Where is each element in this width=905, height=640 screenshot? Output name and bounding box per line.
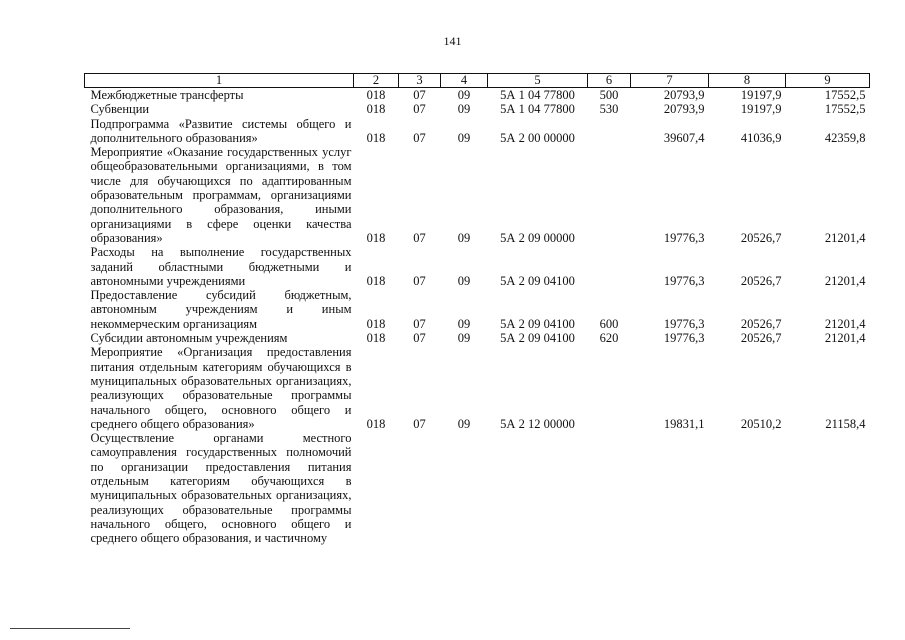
row-name: Осуществление органами местного самоуправления государственных полномочий по организации предоставления питания отдельным категориям обучающихся в муниципальных образовательных организациях, реализующих образовательные программы начального общего, основного общего и среднего общего образования, и частичному xyxy=(90,431,352,546)
row-amount-2: 20526,7 xyxy=(740,316,782,331)
row-amount-3: 17552,5 xyxy=(824,102,866,117)
table-row xyxy=(85,331,870,345)
row-name: Межбюджетные трансферты xyxy=(90,88,244,102)
row-amount-2: 20510,2 xyxy=(740,416,782,431)
row-target-code: 5А 2 09 04100 xyxy=(500,331,575,346)
header-cell: 2 xyxy=(354,74,399,88)
row-name: Подпрограмма «Развитие системы общего и дополнительного образования» xyxy=(90,116,352,145)
table-row xyxy=(85,145,870,245)
header-cell: 4 xyxy=(441,74,488,88)
table-header xyxy=(85,74,870,88)
row-amount-3: 21201,4 xyxy=(824,273,866,288)
table-row xyxy=(85,245,870,288)
row-name: Субсидии автономным учреждениям xyxy=(90,331,288,346)
row-section: 07 xyxy=(413,230,426,245)
row-amount-3: 21201,4 xyxy=(824,230,866,245)
row-subsection: 09 xyxy=(457,416,471,431)
row-amount-1: 20793,9 xyxy=(663,102,705,117)
row-amount-1: 19776,3 xyxy=(663,273,705,288)
table-row xyxy=(85,288,870,331)
row-expense-type: 600 xyxy=(599,316,619,331)
row-ministry: 018 xyxy=(366,88,386,102)
row-expense-type xyxy=(588,245,631,288)
row-target-code: 5А 2 09 00000 xyxy=(500,230,575,245)
row-ministry: 018 xyxy=(366,331,386,346)
row-ministry xyxy=(354,431,399,545)
header-cell: 9 xyxy=(786,74,870,88)
row-expense-type xyxy=(588,345,631,431)
row-name: Расходы на выполнение государственных заданий областными бюджетными и автономными учреждениями xyxy=(90,245,352,288)
table-row xyxy=(85,88,870,103)
row-amount-2: 41036,9 xyxy=(740,130,782,145)
row-section xyxy=(399,431,441,545)
row-amount-1: 19776,3 xyxy=(663,316,705,331)
row-amount-2: 20526,7 xyxy=(740,273,782,288)
header-cell: 3 xyxy=(399,74,441,88)
row-subsection: 09 xyxy=(457,331,471,346)
row-expense-type xyxy=(588,145,631,245)
row-ministry: 018 xyxy=(366,130,386,145)
row-expense-type: 500 xyxy=(599,88,619,102)
header-cell: 1 xyxy=(85,74,354,88)
row-target-code: 5А 2 00 00000 xyxy=(500,130,575,145)
table-body xyxy=(85,88,870,546)
row-amount-1: 19776,3 xyxy=(663,331,705,346)
row-subsection: 09 xyxy=(457,88,471,102)
row-target-code: 5А 2 09 04100 xyxy=(500,273,575,288)
row-amount-3: 17552,5 xyxy=(824,88,866,102)
row-amount-2: 20526,7 xyxy=(740,331,782,346)
row-expense-type xyxy=(588,431,631,545)
budget-table xyxy=(84,73,870,546)
row-target-code xyxy=(488,431,588,545)
header-cell: 6 xyxy=(588,74,631,88)
row-amount-2: 19197,9 xyxy=(740,102,782,117)
row-ministry: 018 xyxy=(366,316,386,331)
row-ministry: 018 xyxy=(366,230,386,245)
row-ministry: 018 xyxy=(366,102,386,117)
row-subsection: 09 xyxy=(457,316,471,331)
footer-rule xyxy=(10,628,130,629)
row-section: 07 xyxy=(413,102,426,117)
row-amount-3: 42359,8 xyxy=(824,130,866,145)
row-subsection: 09 xyxy=(457,230,471,245)
header-cell: 5 xyxy=(488,74,588,88)
row-expense-type: 530 xyxy=(599,102,619,117)
row-amount-3: 21201,4 xyxy=(824,331,866,346)
row-target-code: 5А 1 04 77800 xyxy=(500,102,575,117)
row-section: 07 xyxy=(413,273,426,288)
row-amount-1: 19831,1 xyxy=(663,416,705,431)
row-subsection: 09 xyxy=(457,130,471,145)
header-cell: 8 xyxy=(709,74,786,88)
row-section: 07 xyxy=(413,416,426,431)
row-target-code: 5А 1 04 77800 xyxy=(500,88,575,102)
row-expense-type: 620 xyxy=(599,331,619,346)
row-section: 07 xyxy=(413,130,426,145)
row-amount-2: 20526,7 xyxy=(740,230,782,245)
row-amount-1 xyxy=(631,431,709,545)
table-row xyxy=(85,102,870,116)
row-amount-3: 21158,4 xyxy=(825,416,866,431)
row-name: Субвенции xyxy=(90,102,150,117)
row-expense-type xyxy=(588,117,631,146)
row-section: 07 xyxy=(413,88,426,102)
row-amount-3: 21201,4 xyxy=(824,316,866,331)
table-row xyxy=(85,431,870,545)
row-amount-1: 20793,9 xyxy=(663,88,705,102)
header-row xyxy=(85,74,870,88)
table-row xyxy=(85,345,870,431)
row-subsection: 09 xyxy=(457,102,471,117)
table-row xyxy=(85,117,870,146)
row-subsection: 09 xyxy=(457,273,471,288)
page-number: 141 xyxy=(443,34,462,48)
row-target-code: 5А 2 09 04100 xyxy=(500,316,575,331)
row-name: Мероприятие «Оказание государственных услуг общеобразовательными организациями, в том числе для обучающихся по адаптированным образовательным программам, организациями дополнительного образования, иными организациями в сфере оценки качества образования» xyxy=(90,145,352,245)
row-ministry: 018 xyxy=(366,416,386,431)
row-section: 07 xyxy=(413,331,426,346)
row-section: 07 xyxy=(413,316,426,331)
row-name: Предоставление субсидий бюджетным, автономным учреждениям и иным некоммерческим организациям xyxy=(90,288,352,331)
row-name: Мероприятие «Организация предоставления питания отдельным категориям обучающихся в муниципальных образовательных организациях, реализующих образовательные программы начального общего, основного общего и среднего общего образования» xyxy=(90,345,352,431)
row-subsection xyxy=(441,431,488,545)
row-target-code: 5А 2 12 00000 xyxy=(500,416,575,431)
row-ministry: 018 xyxy=(366,273,386,288)
row-amount-1: 39607,4 xyxy=(663,130,705,145)
row-amount-3 xyxy=(786,431,870,545)
row-amount-2: 19197,9 xyxy=(740,88,782,102)
row-amount-2 xyxy=(709,431,786,545)
header-cell: 7 xyxy=(631,74,709,88)
row-amount-1: 19776,3 xyxy=(663,230,705,245)
